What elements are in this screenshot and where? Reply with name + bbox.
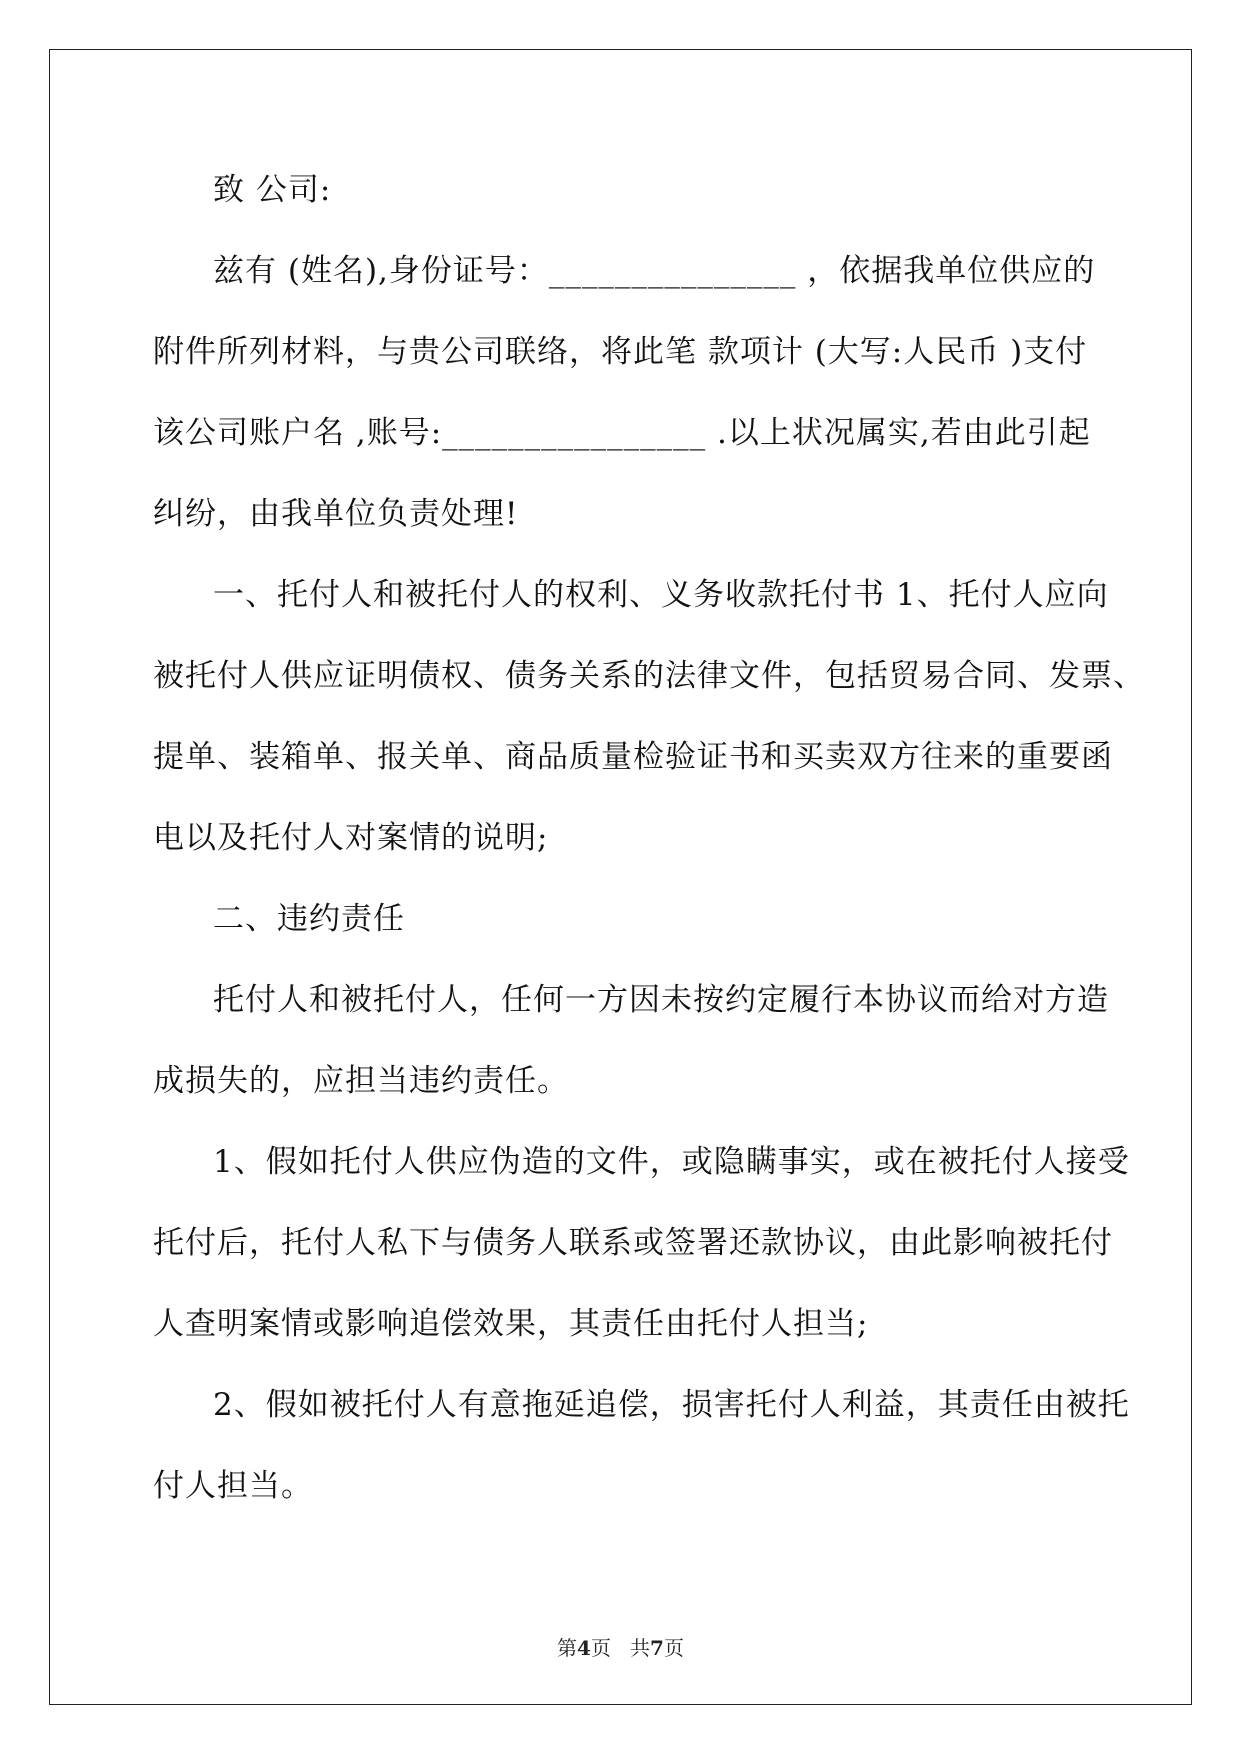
body-line: 成损失的，应担当违约责任。 xyxy=(153,1063,569,1099)
body-line: 提单、装箱单、报关单、商品质量检验证书和买卖双方往来的重要函 xyxy=(153,739,1113,775)
body-line: 纠纷，由我单位负责处理! xyxy=(153,496,519,532)
body-line: 付人担当。 xyxy=(153,1468,313,1504)
body-line: 兹有 (姓名),身份证号：_______________ ，依据我单位供应的 xyxy=(213,253,1096,289)
total-pages: 7 xyxy=(650,1636,664,1660)
page-prefix: 第 xyxy=(557,1636,578,1660)
body-line: 托付后，托付人私下与债务人联系或签署还款协议，由此影响被托付 xyxy=(153,1225,1113,1261)
body-line: 附件所列材料，与贵公司联络，将此笔 款项计 (大写:人民币 )支付 xyxy=(153,334,1088,370)
body-line: 该公司账户名 ,账号:________________ .以上状况属实,若由此引起 xyxy=(153,415,1091,451)
salutation-line: 致 公司: xyxy=(213,172,332,208)
body-line: 电以及托付人对案情的说明; xyxy=(153,820,549,856)
total-prefix: 共 xyxy=(630,1636,651,1660)
body-line: 人查明案情或影响追偿效果，其责任由托付人担当; xyxy=(153,1306,869,1342)
page-current: 4 xyxy=(577,1636,591,1660)
body-line: 被托付人供应证明债权、债务关系的法律文件，包括贸易合同、发票、 xyxy=(153,658,1145,694)
page-footer xyxy=(0,1632,1241,1661)
document-body xyxy=(153,167,1145,1544)
total-suffix: 页 xyxy=(663,1636,684,1660)
body-line: 托付人和被托付人，任何一方因未按约定履行本协议而给对方造 xyxy=(213,982,1109,1018)
clause-line: 2、假如被托付人有意拖延追偿，损害托付人利益，其责任由被托 xyxy=(213,1387,1130,1423)
page-suffix: 页 xyxy=(590,1636,611,1660)
clause-line: 1、假如托付人供应伪造的文件，或隐瞒事实，或在被托付人接受 xyxy=(213,1144,1130,1180)
section-line: 一、托付人和被托付人的权利、义务收款托付书 1、托付人应向 xyxy=(213,577,1109,613)
section-heading: 二、违约责任 xyxy=(213,901,405,937)
